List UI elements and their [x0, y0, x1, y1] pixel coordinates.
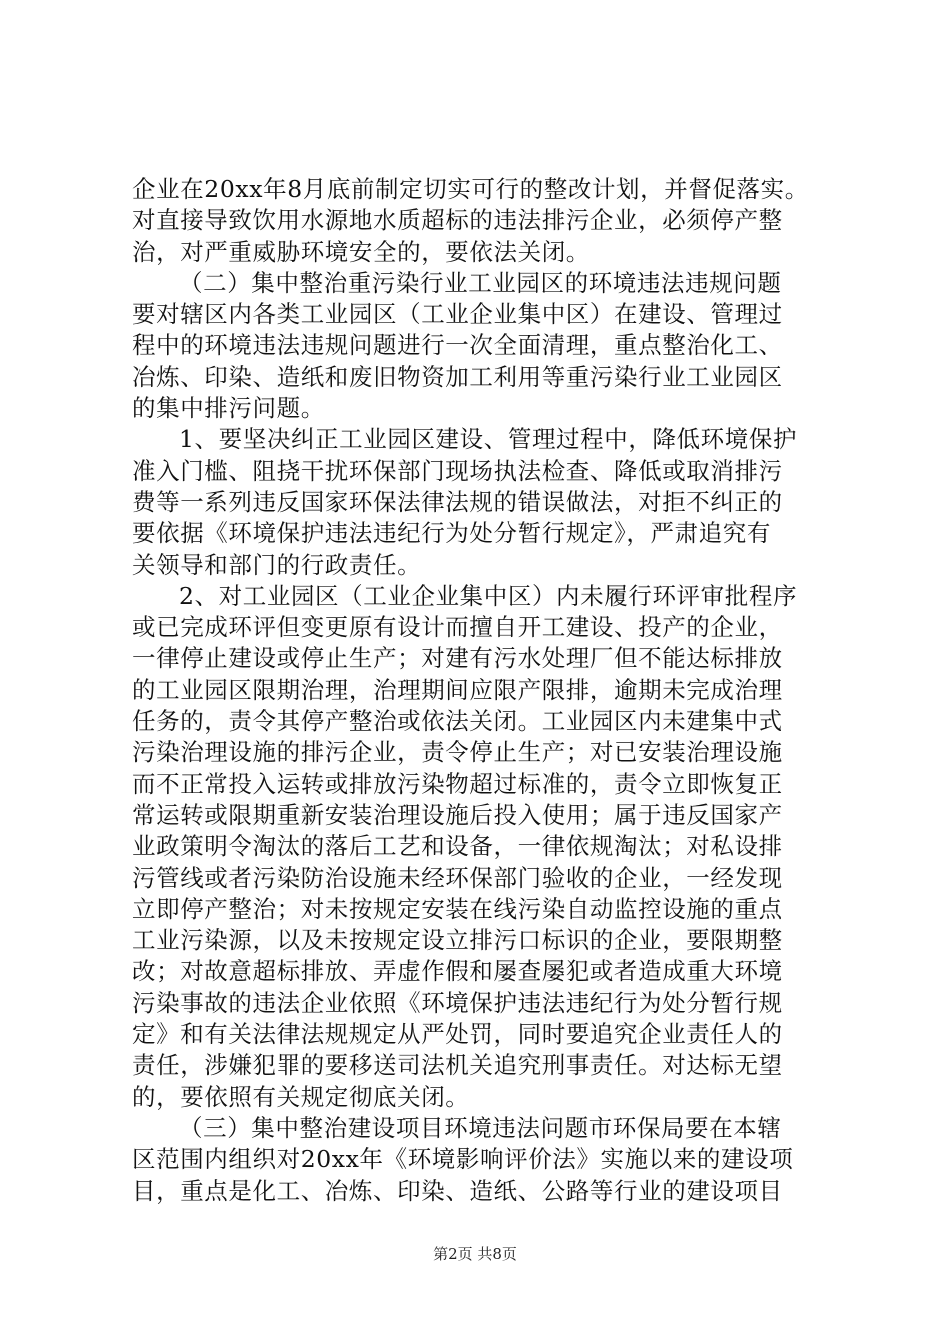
document-body	[132, 174, 832, 1207]
paragraph-first-line: （三）集中整治建设项目环境违法问题市环保局要在本辖	[179, 1113, 782, 1142]
text-line: 的集中排污问题。	[132, 394, 325, 423]
text-line: 立即停产整治；对未按规定安装在线污染自动监控设施的重点	[132, 894, 783, 923]
text-line: 的工业园区限期治理，治理期间应限产限排，逾期未完成治理	[132, 675, 783, 704]
text-line: 冶炼、印染、造纸和废旧物资加工利用等重污染行业工业园区	[132, 362, 783, 391]
page-number-footer: 第2页 共8页	[433, 1245, 517, 1263]
text-line: 或已完成环评但变更原有设计而擅自开工建设、投产的企业，	[132, 613, 783, 642]
text-line: 业政策明令淘汰的落后工艺和设备，一律依规淘汰；对私设排	[132, 832, 783, 861]
text-line: 任务的，责令其停产整治或依法关闭。工业园区内未建集中式	[132, 707, 783, 736]
text-line: 区范围内组织对20xx年《环境影响评价法》实施以来的建设项	[132, 1145, 794, 1174]
text-line: 企业在20xx年8月底前制定切实可行的整改计划，并督促落实。	[132, 175, 809, 203]
text-line: 要对辖区内各类工业园区（工业企业集中区）在建设、管理过	[132, 300, 783, 329]
text-line: 污染治理设施的排污企业，责令停止生产；对已安装治理设施	[132, 738, 783, 767]
text-line: 污染事故的违法企业依照《环境保护违法违纪行为处分暂行规	[132, 988, 783, 1017]
text-line: 费等一系列违反国家环保法律法规的错误做法，对拒不纠正的	[132, 487, 783, 516]
text-line: 对直接导致饮用水源地水质超标的违法排污企业，必须停产整	[132, 206, 783, 235]
text-line: 要依据《环境保护违法违纪行为处分暂行规定》，严肃追究有	[132, 519, 771, 548]
text-line: 工业污染源，以及未按规定设立排污口标识的企业，要限期整	[132, 926, 783, 955]
text-line: 治，对严重威胁环境安全的，要依法关闭。	[132, 237, 590, 266]
text-line: 准入门槛、阻挠干扰环保部门现场执法检查、降低或取消排污	[132, 456, 783, 485]
text-line: 程中的环境违法违规问题进行一次全面清理，重点整治化工、	[132, 331, 783, 360]
text-line: 污管线或者污染防治设施未经环保部门验收的企业，一经发现	[132, 863, 783, 892]
paragraph-first-line: 2、对工业园区（工业企业集中区）内未履行环评审批程序	[179, 581, 798, 610]
text-line: 关领导和部门的行政责任。	[132, 550, 422, 579]
text-line: 改；对故意超标排放、弄虚作假和屡查屡犯或者造成重大环境	[132, 957, 783, 986]
paragraph-first-line: （二）集中整治重污染行业工业园区的环境违法违规问题	[179, 268, 782, 297]
paragraph-first-line: 1、要坚决纠正工业园区建设、管理过程中，降低环境保护	[179, 425, 798, 454]
text-line: 而不正常投入运转或排放污染物超过标准的，责令立即恢复正	[132, 769, 783, 798]
text-line: 常运转或限期重新安装治理设施后投入使用；属于违反国家产	[132, 800, 783, 829]
text-line: 责任，涉嫌犯罪的要移送司法机关追究刑事责任。对达标无望	[132, 1051, 783, 1080]
text-line: 目，重点是化工、冶炼、印染、造纸、公路等行业的建设项目	[132, 1176, 783, 1205]
text-line: 的，要依照有关规定彻底关闭。	[132, 1082, 470, 1111]
text-line: 一律停止建设或停止生产；对建有污水处理厂但不能达标排放	[132, 644, 783, 673]
text-line: 定》和有关法律法规规定从严处罚，同时要追究企业责任人的	[132, 1020, 783, 1049]
